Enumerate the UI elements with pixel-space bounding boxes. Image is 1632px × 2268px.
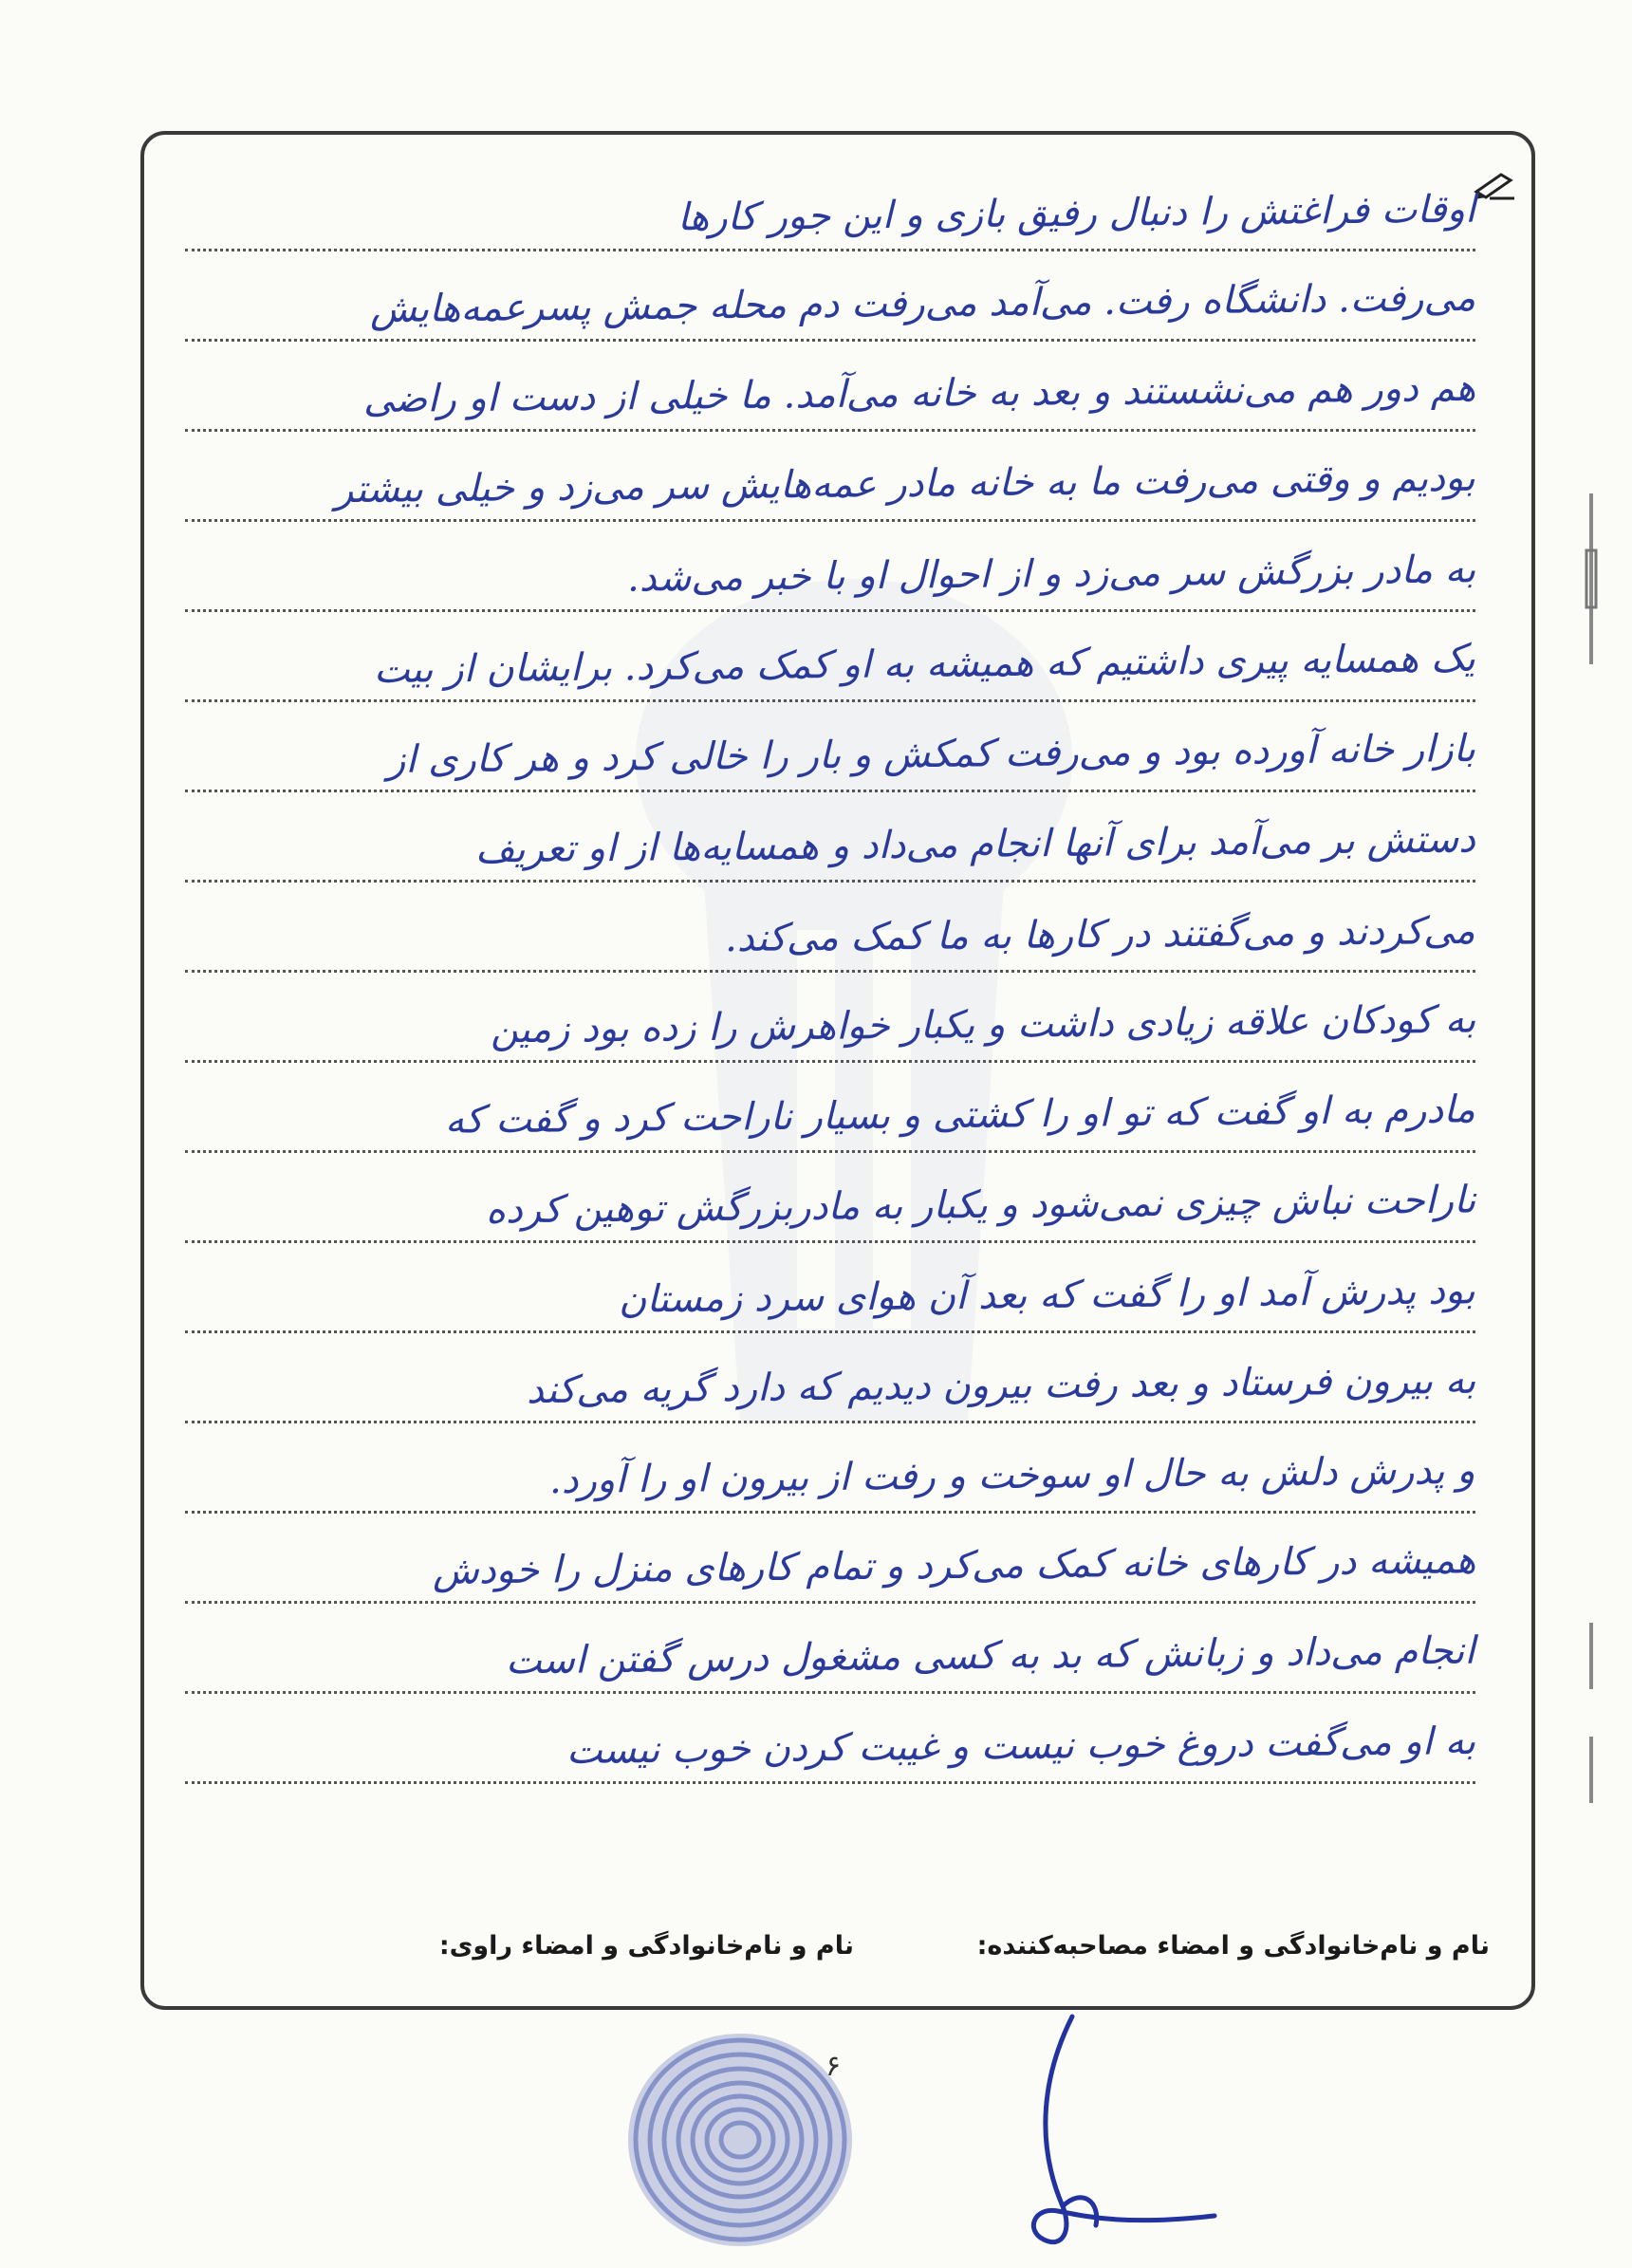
text-line (185, 612, 1475, 702)
signature-labels (180, 1931, 1509, 1988)
text-line (185, 1604, 1475, 1694)
text-line (185, 1423, 1475, 1514)
text-line (185, 792, 1475, 883)
line-text: ناراحت نباش چیزی نمی‌شود و یکبار به مادربزرگش توهین کرده (485, 1178, 1476, 1233)
text-line (185, 342, 1475, 432)
line-text: می‌رفت. دانشگاه رفت. می‌آمد می‌رفت دم محله جمش پسرعمه‌هایش (369, 275, 1476, 332)
line-text: هم دور هم می‌نشستند و بعد به خانه می‌آمد. ما خیلی از دست او راضی (362, 365, 1476, 422)
handwritten-lines (185, 161, 1475, 1784)
text-line (185, 1694, 1475, 1784)
line-text: به مادر بزرگش سر می‌زد و از احوال او با خبر می‌شد. (626, 548, 1476, 601)
text-line (185, 161, 1475, 251)
text-line (185, 1063, 1475, 1153)
text-line (185, 702, 1475, 792)
text-line (185, 251, 1475, 342)
line-text: بازار خانه آورده بود و می‌رفت کمکش و بار را خالی کرد و هر کاری از (386, 726, 1476, 783)
line-text: انجام می‌داد و زبانش که بد به کسی مشغول درس گفتن است (506, 1628, 1476, 1683)
line-text: یک همسایه پیری داشتیم که همیشه به او کمک می‌کرد. برایشان از بیت (373, 636, 1476, 693)
line-text: همیشه در کارهای خانه کمک می‌کرد و تمام کارهای منزل را خودش (432, 1538, 1476, 1593)
text-line (185, 883, 1475, 973)
signature-icon (1006, 1998, 1252, 2263)
binder-clip-icon (1583, 1623, 1600, 1803)
line-text: بودیم و وقتی می‌رفت ما به خانه مادر عمه‌هایش سر می‌زد و خیلی بیشتر (335, 455, 1476, 512)
line-text: بود پدرش آمد او را گفت که بعد آن هوای سرد زمستان (619, 1269, 1476, 1322)
line-text: دستش بر می‌آمد برای آنها انجام می‌داد و همسایه‌ها از او تعریف (474, 817, 1476, 872)
text-line (185, 1333, 1475, 1423)
narrator-signature-label: نام و نام‌خانوادگی و امضاء راوی: (438, 1931, 854, 1961)
text-line (185, 522, 1475, 612)
pen-icon (1473, 169, 1516, 201)
interviewer-signature-label: نام و نام‌خانوادگی و امضاء مصاحبه‌کننده: (976, 1931, 1490, 1961)
line-text: مادرم به او گفت که تو او را کشتی و بسیار ناراحت کرد و گفت که (444, 1088, 1476, 1143)
line-text: به بیرون فرستاد و بعد رفت بیرون دیدیم که دارد گریه می‌کند (526, 1358, 1476, 1413)
line-text: می‌کردند و می‌گفتند در کارها به ما کمک می‌کند. (725, 908, 1476, 961)
text-line (185, 973, 1475, 1063)
line-text: به کودکان علاقه زیادی داشت و یکبار خواهرش را زده بود زمین (490, 997, 1476, 1052)
text-line (185, 1514, 1475, 1604)
line-text: به او می‌گفت دروغ خوب نیست و غیبت کردن خوب نیست (566, 1719, 1476, 1774)
text-line (185, 1243, 1475, 1333)
binder-clip-icon (1583, 493, 1600, 664)
text-line (185, 1153, 1475, 1243)
text-line (185, 432, 1475, 522)
line-text: اوقات فراغتش را دنبال رفیق بازی و این جور کارها (677, 187, 1476, 240)
line-text: و پدرش دلش به حال او سوخت و رفت از بیرون او را آورد. (549, 1448, 1476, 1503)
page-number: ۶ (825, 2050, 842, 2083)
